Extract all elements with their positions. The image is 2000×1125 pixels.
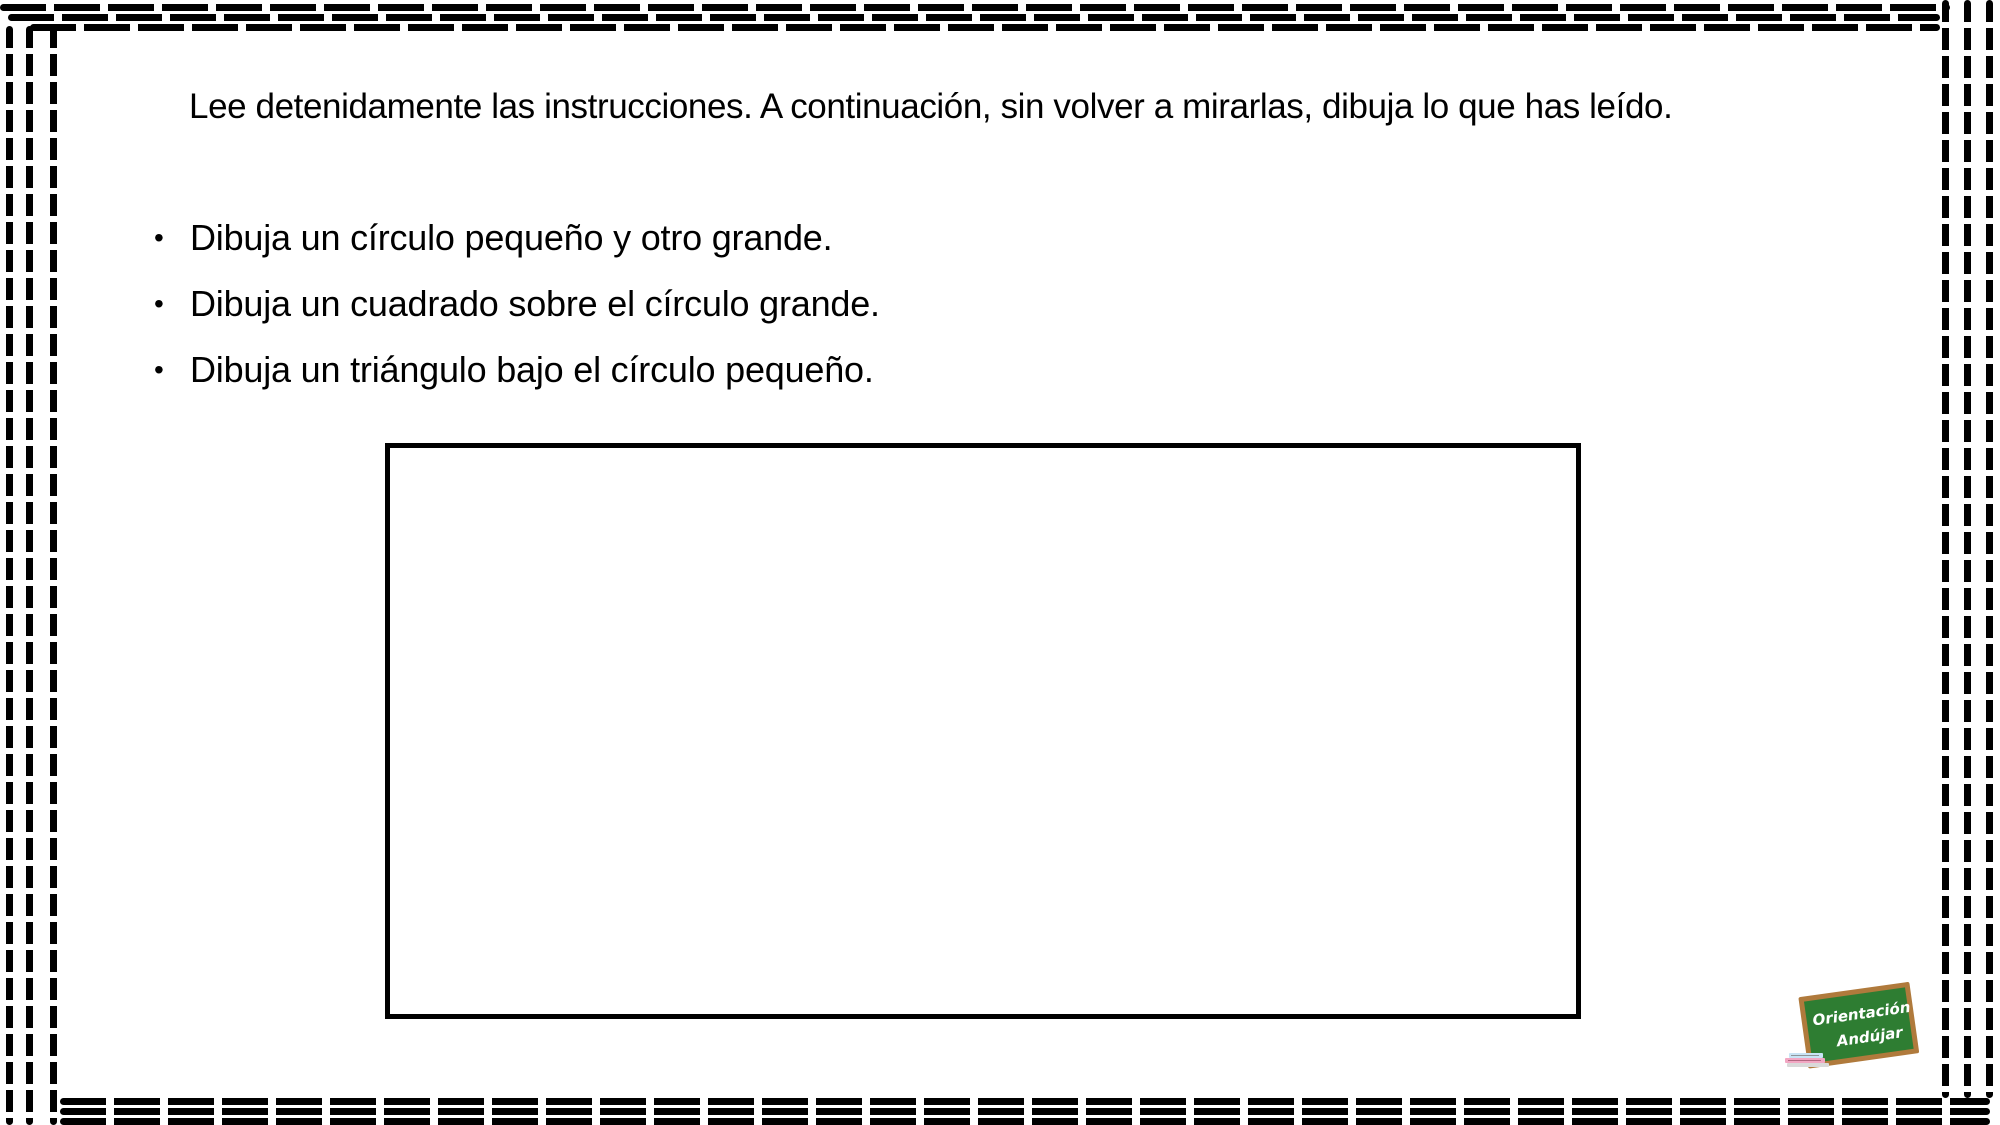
frame-left-band-2 xyxy=(26,26,33,1125)
list-item xyxy=(150,205,880,271)
list-item-text: Dibuja un círculo pequeño y otro grande. xyxy=(190,217,833,258)
frame-left-band-1 xyxy=(6,26,13,1125)
books-icon xyxy=(1785,1053,1829,1067)
frame-right-band-2 xyxy=(1964,0,1971,1098)
list-item xyxy=(150,271,880,337)
list-item-text: Dibuja un cuadrado sobre el círculo grande. xyxy=(190,283,880,324)
instruction-list xyxy=(150,205,880,403)
frame-bottom-band-2 xyxy=(60,1108,1990,1115)
list-item xyxy=(150,337,880,403)
frame-top-band-1 xyxy=(0,4,1950,11)
frame-top-band-3 xyxy=(30,24,1940,31)
logo-line2: Andújar xyxy=(1835,1023,1904,1051)
frame-top-band-2 xyxy=(8,14,1940,21)
frame-bottom-band-3 xyxy=(60,1118,1990,1125)
frame-left-band-3 xyxy=(50,26,57,1125)
orientacion-andujar-logo xyxy=(1783,982,1923,1072)
bullet-icon: • xyxy=(154,354,164,385)
frame-right-band-1 xyxy=(1942,0,1949,1098)
frame-bottom-band-1 xyxy=(60,1098,1990,1105)
logo-line1: Orientación xyxy=(1811,997,1912,1030)
drawing-area[interactable] xyxy=(385,443,1581,1019)
frame-right-band-3 xyxy=(1986,0,1993,1098)
bullet-icon: • xyxy=(154,288,164,319)
instruction-text: Lee detenidamente las instrucciones. A continuación, sin volver a mirarlas, dibuja lo que has leído. xyxy=(189,87,1673,126)
list-item-text: Dibuja un triángulo bajo el círculo pequeño. xyxy=(190,349,874,390)
bullet-icon: • xyxy=(154,222,164,253)
